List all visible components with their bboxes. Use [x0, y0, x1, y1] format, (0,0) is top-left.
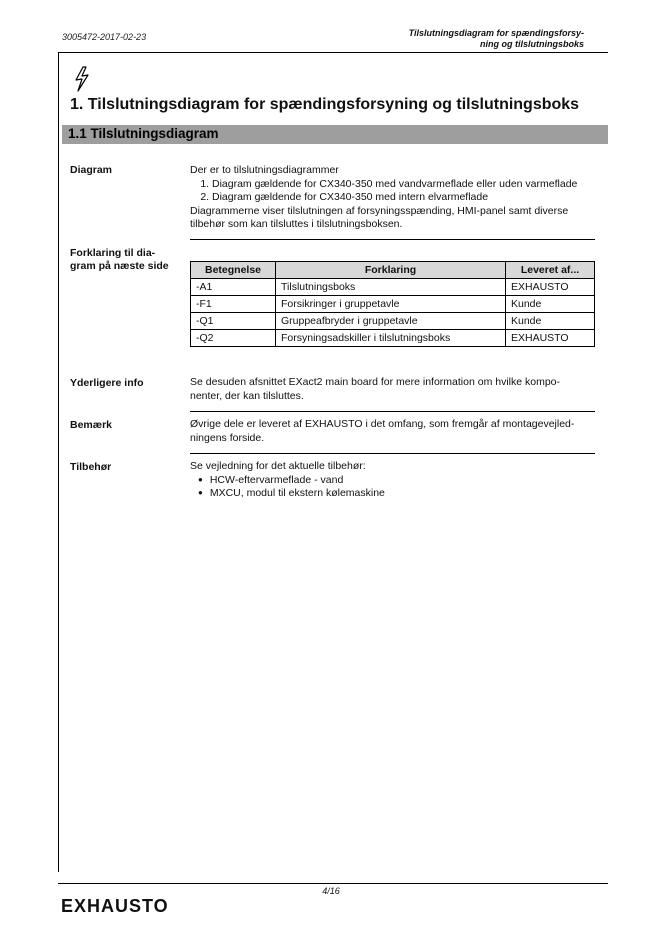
table-cell: -Q2 [191, 330, 276, 347]
accessories-list-item: ● HCW-eftervarmeflade - vand [212, 474, 595, 488]
explanation-table [190, 261, 595, 347]
table-cell: Kunde [506, 296, 595, 313]
section-divider [190, 453, 595, 454]
diagram-intro: Der er to tilslutningsdiagrammer [190, 164, 339, 176]
accessories-text [190, 460, 595, 501]
explanation-label [70, 247, 169, 273]
table-cell: Forsikringer i gruppetavle [276, 296, 506, 313]
column-header-supplied-by: Leveret af... [506, 262, 595, 279]
diagram-list-item: 2. Diagram gældende for CX340-350 med intern elvarmeflade [212, 191, 595, 205]
table-row [191, 296, 595, 313]
section-divider [190, 411, 595, 412]
table-cell: -A1 [191, 279, 276, 296]
section-divider [190, 239, 595, 240]
section-heading-bar [62, 125, 608, 144]
diagram-text [190, 164, 595, 232]
table-cell: -Q1 [191, 313, 276, 330]
accessories-list-item: ● MXCU, modul til ekstern kølemaskine [212, 487, 595, 501]
table-cell: EXHAUSTO [506, 330, 595, 347]
table-cell: Kunde [506, 313, 595, 330]
table-cell: EXHAUSTO [506, 279, 595, 296]
accessories-list [190, 474, 595, 501]
footer-rule [58, 883, 608, 884]
header-title-line1: Tilslutningsdiagram for spændingsforsy- [408, 28, 584, 38]
more-info-label: Yderligere info [70, 377, 144, 389]
exhausto-logo: EXHAUSTO [61, 896, 169, 916]
table-row [191, 330, 595, 347]
table-header-row [191, 262, 595, 279]
table-cell: Tilslutningsboks [276, 279, 506, 296]
table-cell: Forsyningsadskiller i tilslutningsboks [276, 330, 506, 347]
note-label: Bemærk [70, 419, 113, 431]
margin-rule [58, 52, 59, 872]
header-title-line2: ning og tilslutningsboks [480, 39, 584, 49]
section-heading: 1.1 Tilslutningsdiagram [68, 126, 219, 141]
header-title [364, 28, 584, 50]
note-text [190, 418, 595, 445]
table-row [191, 279, 595, 296]
note-line2: ningens forside. [190, 431, 265, 444]
diagram-body-line2: tilbehør som kan tilsluttes i tilslutningsboksen. [190, 218, 403, 230]
lightning-bolt-icon [73, 66, 91, 92]
header-rule [58, 52, 608, 53]
diagram-list [190, 178, 595, 205]
column-header-explanation: Forklaring [276, 262, 506, 279]
more-info-text [190, 376, 595, 403]
table-row [191, 313, 595, 330]
diagram-label: Diagram [70, 164, 113, 176]
column-header-designation: Betegnelse [191, 262, 276, 279]
explanation-label-line2: gram på næste side [70, 260, 169, 272]
accessories-label: Tilbehør [70, 461, 112, 473]
diagram-list-item: 1. Diagram gældende for CX340-350 med vandvarmeflade eller uden varmeflade [212, 178, 595, 192]
table-cell: Gruppeafbryder i gruppetavle [276, 313, 506, 330]
explanation-label-line1: Forklaring til dia- [70, 247, 156, 259]
page-number: 4/16 [322, 886, 340, 896]
document-id: 3005472-2017-02-23 [62, 32, 147, 42]
note-line1: Øvrige dele er leveret af EXHAUSTO i det omfang, som fremgår af montagevejled- [190, 418, 575, 430]
accessories-intro: Se vejledning for det aktuelle tilbehør: [190, 460, 366, 472]
table-cell: -F1 [191, 296, 276, 313]
diagram-body-line1: Diagrammerne viser tilslutningen af forsyningsspænding, HMI-panel samt diverse [190, 204, 569, 217]
more-info-line1: Se desuden afsnittet EXact2 main board for mere information om hvilke kompo- [190, 376, 561, 388]
page-title: 1. Tilslutningsdiagram for spændingsforsyning og tilslutningsboks [70, 96, 580, 113]
more-info-line2: nenter, der kan tilsluttes. [190, 389, 304, 402]
